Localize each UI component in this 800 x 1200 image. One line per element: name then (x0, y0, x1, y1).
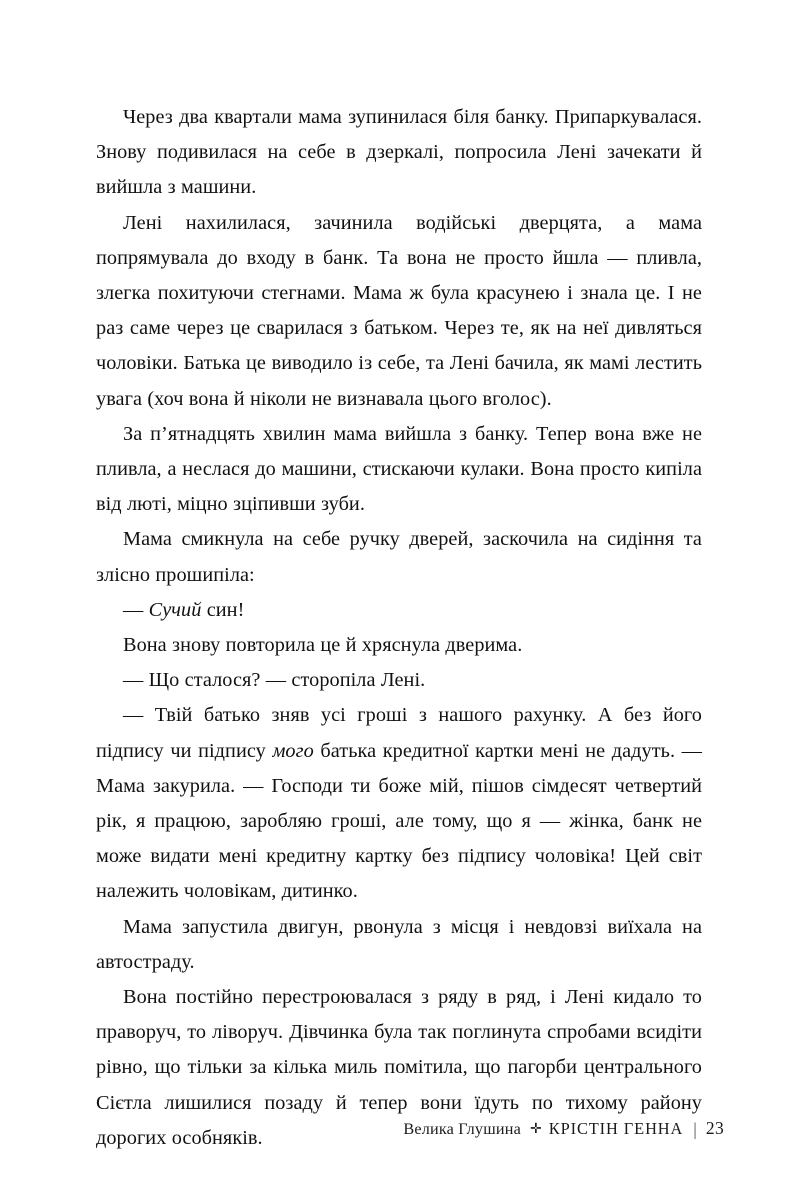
fleuron-ornament-icon: ✛ (530, 1122, 542, 1137)
emphasized-text: мого (272, 739, 314, 762)
paragraph-3: За п’ятнадцять хвилин мама вийшла з банку. Тепер вона вже не пливла, а неслася до машини, стискаючи кулаки. Вона просто кипіла від люті, міцно зціпивши зуби. (96, 422, 702, 516)
page-number: 23 (705, 1118, 724, 1138)
footer-book-title: Велика Глушина (403, 1120, 521, 1138)
paragraph-2: Лені нахилилася, зачинила водійські дверцята, а мама попрямувала до входу в банк. Та вона не просто йшла — пливла, злегка похитуючи стегнами. Мама ж була красунею і знала це. І не раз саме через це сварилася з батьком. Через те, як на неї дивляться чоловіки. Батька це виводило із себе, та Лені бачила, як мамі лестить увага (хоч вона й ніколи не визнавала цього вголос). (96, 211, 702, 410)
paragraph-5-dialogue: — Сучий син! (123, 598, 245, 621)
paragraph-6: Вона знову повторила це й хряснула дверима. (123, 634, 523, 657)
paragraph-10: Вона постійно перестроювалася з ряду в ряд, і Лені кидало то праворуч, то ліворуч. Дівчинка була так поглинута спробами всидіти рівно, що тільки за кілька миль помітила, що пагорби центрального Сієтла лишилися позаду й тепер вони їдуть по тихому району дорогих особняків. (96, 986, 702, 1149)
emphasized-text: Сучий (148, 598, 202, 621)
paragraph-8-dialogue: — Твій батько зняв усі гроші з нашого рахунку. А без його підпису чи підпису мого батька кредитної картки мені не дадуть. — Мама закурила. — Господи ти боже мій, пішов сімдесят четвертий рік, я працюю, заробляю гроші, але тому, що я — жінка, банк не може видати мені кредитну картку без підпису чоловіка! Цей світ належить чоловікам, дитинко. (96, 704, 702, 903)
footer-separator: | (693, 1119, 697, 1139)
footer-author-name: КРІСТІН ГЕННА (548, 1119, 684, 1138)
paragraph-1: Через два квартали мама зупинилася біля банку. Припаркувалася. Знову подивилася на себе в дзеркалі, попросила Лені зачекати й вийшла з машини. (96, 106, 702, 199)
paragraph-4: Мама смикнула на себе ручку дверей, заскочила на сидіння та злісно прошипіла: (96, 528, 702, 586)
page-footer (96, 1117, 724, 1142)
paragraph-9: Мама запустила двигун, рвонула з місця і невдовзі виїхала на автостраду. (96, 915, 702, 973)
page-text-block (96, 100, 702, 1156)
paragraph-7-dialogue: — Що сталося? — сторопіла Лені. (123, 669, 426, 692)
